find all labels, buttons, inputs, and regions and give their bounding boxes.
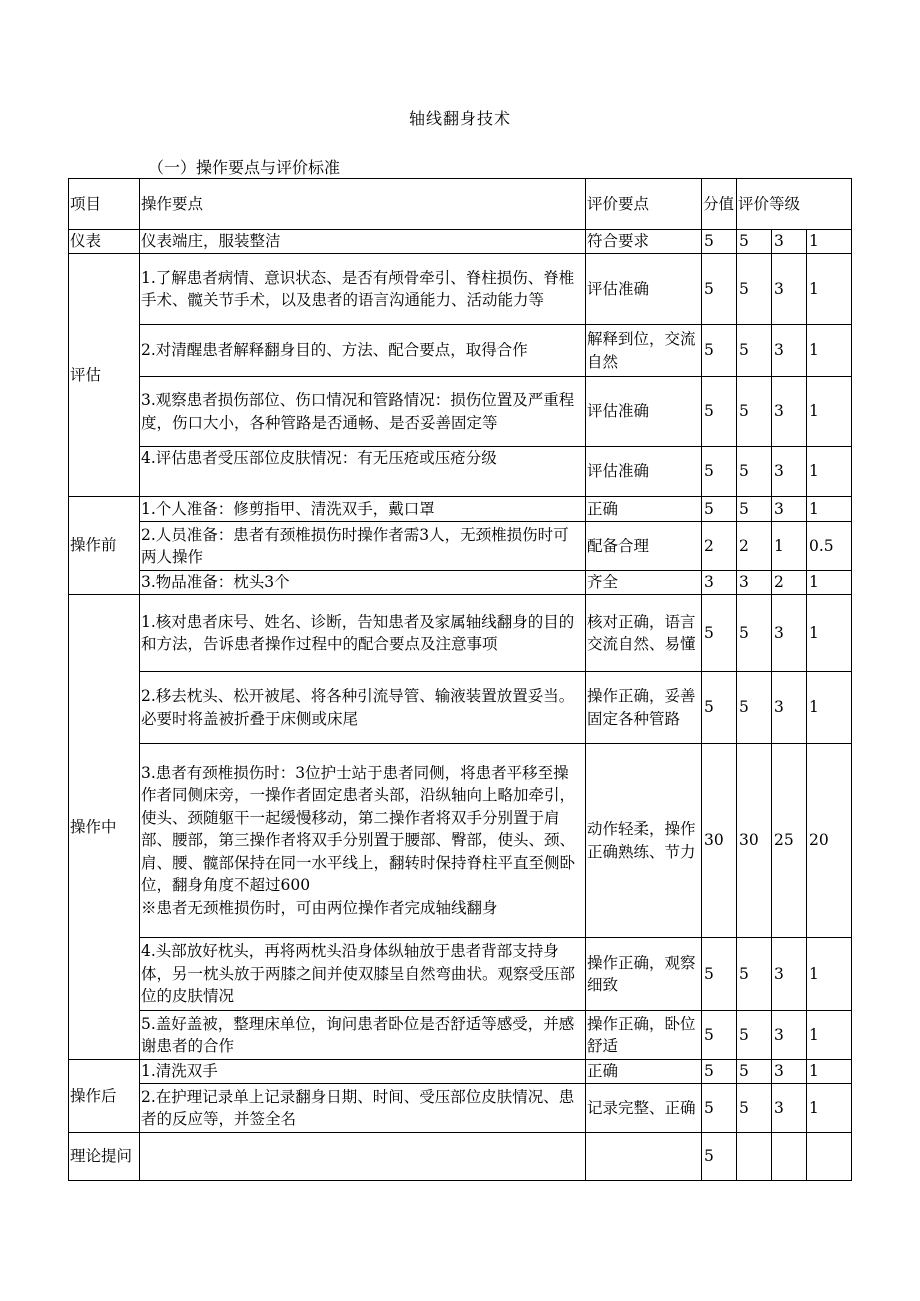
criteria-cell: 齐全 <box>586 571 702 595</box>
header-item: 项目 <box>69 179 140 230</box>
table-row <box>69 672 852 744</box>
grade-cell: 3 <box>772 672 807 744</box>
grade-cell: 1 <box>807 938 852 1011</box>
grade-cell: 0.5 <box>807 522 852 571</box>
grade-cell: 5 <box>737 1060 772 1084</box>
grade-cell: 20 <box>807 744 852 938</box>
table-row <box>69 571 852 595</box>
points-cell <box>140 1133 586 1181</box>
criteria-cell: 评估准确 <box>586 254 702 325</box>
item-cell: 仪表 <box>69 230 140 254</box>
score-cell: 5 <box>702 497 737 522</box>
header-grade: 评价等级 <box>737 179 852 230</box>
points-cell: 3.物品准备：枕头3个 <box>140 571 586 595</box>
table-row <box>69 1084 852 1133</box>
item-cell: 操作前 <box>69 497 140 595</box>
grade-cell <box>737 1133 772 1181</box>
grade-cell: 5 <box>737 1011 772 1060</box>
points-cell: 4.头部放好枕头，再将两枕头沿身体纵轴放于患者背部支持身体，另一枕头放于两膝之间并使双膝呈自然弯曲状。观察受压部位的皮肤情况 <box>140 938 586 1011</box>
grade-cell: 3 <box>772 1084 807 1133</box>
criteria-cell: 操作正确，观察细致 <box>586 938 702 1011</box>
grade-cell: 5 <box>737 497 772 522</box>
score-cell: 5 <box>702 595 737 672</box>
grade-cell: 3 <box>772 497 807 522</box>
item-cell: 操作中 <box>69 595 140 1060</box>
grade-cell: 3 <box>772 595 807 672</box>
grade-cell: 3 <box>772 325 807 377</box>
score-cell: 2 <box>702 522 737 571</box>
grade-cell: 5 <box>737 325 772 377</box>
criteria-cell: 动作轻柔，操作正确熟练、节力 <box>586 744 702 938</box>
table-row <box>69 938 852 1011</box>
table-row <box>69 447 852 497</box>
header-score: 分值 <box>702 179 737 230</box>
points-cell <box>140 744 586 938</box>
item-cell: 评估 <box>69 254 140 497</box>
grade-cell: 1 <box>807 672 852 744</box>
grade-cell: 1 <box>807 595 852 672</box>
score-cell: 30 <box>702 744 737 938</box>
criteria-cell <box>586 1133 702 1181</box>
table-row <box>69 1133 852 1181</box>
header-points: 操作要点 <box>140 179 586 230</box>
grade-cell: 5 <box>737 254 772 325</box>
grade-cell: 5 <box>737 230 772 254</box>
table-row <box>69 254 852 325</box>
grade-cell: 3 <box>772 938 807 1011</box>
criteria-cell: 记录完整、正确 <box>586 1084 702 1133</box>
points-cell: 1.个人准备：修剪指甲、清洗双手，戴口罩 <box>140 497 586 522</box>
score-cell: 5 <box>702 325 737 377</box>
grade-cell: 5 <box>737 938 772 1011</box>
document-title: 轴线翻身技术 <box>408 109 511 128</box>
score-cell: 5 <box>702 938 737 1011</box>
criteria-cell: 评估准确 <box>586 447 702 497</box>
criteria-cell: 核对正确，语言交流自然、易懂 <box>586 595 702 672</box>
points-cell: 1.清洗双手 <box>140 1060 586 1084</box>
section-subtitle: （一）操作要点与评价标准 <box>148 158 341 177</box>
table-row <box>69 595 852 672</box>
points-note: ※患者无颈椎损伤时，可由两位操作者完成轴线翻身 <box>141 898 498 917</box>
criteria-cell: 操作正确，妥善固定各种管路 <box>586 672 702 744</box>
points-cell: 1.了解患者病情、意识状态、是否有颅骨牵引、脊柱损伤、脊椎手术、髋关节手术，以及患者的语言沟通能力、活动能力等 <box>140 254 586 325</box>
table-row <box>69 744 852 938</box>
points-cell: 5.盖好盖被，整理床单位，询问患者卧位是否舒适等感受，并感谢患者的合作 <box>140 1011 586 1060</box>
criteria-cell: 符合要求 <box>586 230 702 254</box>
grade-cell: 3 <box>772 254 807 325</box>
grade-cell: 2 <box>772 571 807 595</box>
criteria-cell: 正确 <box>586 497 702 522</box>
grade-cell: 1 <box>807 571 852 595</box>
criteria-cell: 正确 <box>586 1060 702 1084</box>
grade-cell: 3 <box>772 377 807 447</box>
grade-cell <box>807 1133 852 1181</box>
criteria-cell: 配备合理 <box>586 522 702 571</box>
grade-cell: 3 <box>772 1011 807 1060</box>
grade-cell: 25 <box>772 744 807 938</box>
grade-cell: 1 <box>807 254 852 325</box>
evaluation-table <box>68 178 852 1181</box>
header-row <box>69 179 852 230</box>
item-cell: 操作后 <box>69 1060 140 1133</box>
score-cell: 5 <box>702 1011 737 1060</box>
grade-cell: 1 <box>807 1084 852 1133</box>
points-cell: 仪表端庄，服装整洁 <box>140 230 586 254</box>
points-cell: 1.核对患者床号、姓名、诊断，告知患者及家属轴线翻身的目的和方法，告诉患者操作过程中的配合要点及注意事项 <box>140 595 586 672</box>
grade-cell: 5 <box>737 595 772 672</box>
points-cell: 2.人员准备：患者有颈椎损伤时操作者需3人，无颈椎损伤时可两人操作 <box>140 522 586 571</box>
grade-cell: 1 <box>807 497 852 522</box>
grade-cell: 5 <box>737 1084 772 1133</box>
score-cell: 5 <box>702 447 737 497</box>
table-row <box>69 1011 852 1060</box>
table-row <box>69 325 852 377</box>
score-cell: 5 <box>702 254 737 325</box>
grade-cell: 5 <box>737 447 772 497</box>
table-row <box>69 230 852 254</box>
criteria-cell: 操作正确，卧位舒适 <box>586 1011 702 1060</box>
grade-cell: 1 <box>807 1060 852 1084</box>
table-row <box>69 522 852 571</box>
grade-cell: 1 <box>807 447 852 497</box>
table-row <box>69 497 852 522</box>
grade-cell: 1 <box>772 522 807 571</box>
item-cell: 理论提问 <box>69 1133 140 1181</box>
grade-cell: 1 <box>807 377 852 447</box>
score-cell: 5 <box>702 1133 737 1181</box>
points-cell: 2.移去枕头、松开被尾、将各种引流导管、输液装置放置妥当。必要时将盖被折叠于床侧或床尾 <box>140 672 586 744</box>
points-cell: 2.对清醒患者解释翻身目的、方法、配合要点，取得合作 <box>140 325 586 377</box>
header-criteria: 评价要点 <box>586 179 702 230</box>
points-cell: 2.在护理记录单上记录翻身日期、时间、受压部位皮肤情况、患者的反应等，并签全名 <box>140 1084 586 1133</box>
score-cell: 5 <box>702 672 737 744</box>
points-cell: 3.观察患者损伤部位、伤口情况和管路情况：损伤位置及严重程度，伤口大小，各种管路是否通畅、是否妥善固定等 <box>140 377 586 447</box>
grade-cell: 3 <box>772 447 807 497</box>
grade-cell: 5 <box>737 672 772 744</box>
points-cell: 4.评估患者受压部位皮肤情况：有无压疮或压疮分级 <box>140 447 586 497</box>
grade-cell: 3 <box>772 230 807 254</box>
table-row <box>69 1060 852 1084</box>
criteria-cell: 评估准确 <box>586 377 702 447</box>
score-cell: 5 <box>702 377 737 447</box>
grade-cell <box>772 1133 807 1181</box>
criteria-cell: 解释到位，交流自然 <box>586 325 702 377</box>
grade-cell: 1 <box>807 1011 852 1060</box>
grade-cell: 5 <box>737 377 772 447</box>
score-cell: 5 <box>702 230 737 254</box>
score-cell: 5 <box>702 1060 737 1084</box>
grade-cell: 1 <box>807 325 852 377</box>
grade-cell: 2 <box>737 522 772 571</box>
grade-cell: 30 <box>737 744 772 938</box>
points-text: 3.患者有颈椎损伤时：3位护士站于患者同侧，将患者平移至操作者同侧床旁，一操作者固定患者头部，沿纵轴向上略加牵引，使头、颈随躯干一起缓慢移动，第二操作者将双手分别置于肩部、腰部，第三操作者将双手分别置于腰部、臀部，使头、颈、肩、腰、髋部保持在同一水平线上，翻转时保持脊柱平直至侧卧位，翻身角度不超过600 <box>141 763 576 895</box>
score-cell: 3 <box>702 571 737 595</box>
table-row <box>69 377 852 447</box>
grade-cell: 3 <box>772 1060 807 1084</box>
grade-cell: 3 <box>737 571 772 595</box>
grade-cell: 1 <box>807 230 852 254</box>
score-cell: 5 <box>702 1084 737 1133</box>
